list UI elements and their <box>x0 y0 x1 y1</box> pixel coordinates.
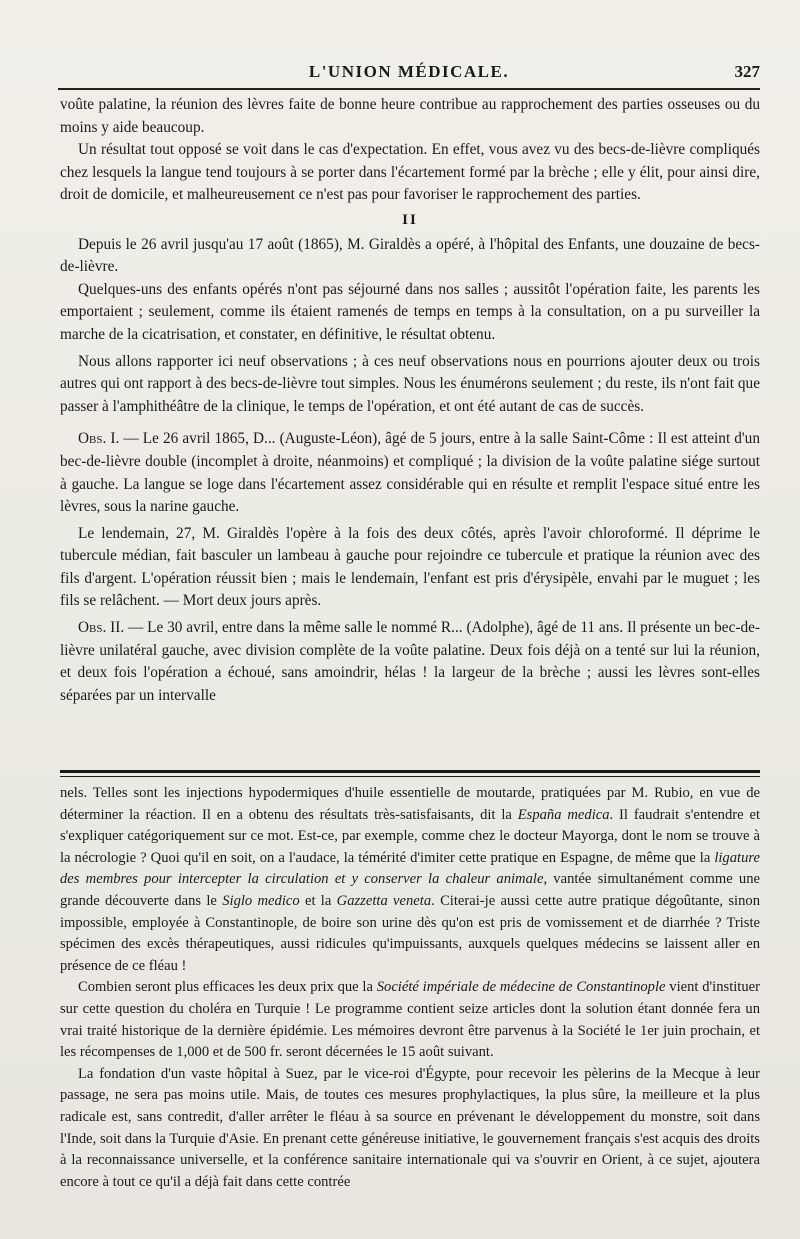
paragraph: voûte palatine, la réunion des lèvres faite de bonne heure contribue au rapprochement des parties osseuses ou du moins y aide beaucoup. <box>60 96 760 136</box>
observation-text: — Le 30 avril, entre dans la même salle le nommé R... (Adolphe), âgé de 11 ans. Il présente un bec-de-lièvre unilatéral gauche, avec division complète de la voûte palatine. Deux fois déjà on a tenté sur lui la réunion, et deux fois l'opération a échoué, sans amoindrir, hélas ! la largeur de la brèche ; aussi les lèvres sont-elles séparées par un intervalle <box>60 619 760 704</box>
paragraph: La fondation d'un vaste hôpital à Suez, par le vice-roi d'Égypte, pour recevoir les pèlerins de la Mecque à leur passage, ne sera pas moins utile. Mais, de toutes ces mesures prophylactiques, la plus sûre, la meilleure et la plus radicale est, sans contredit, d'aller arrêter le fléau à sa source en prévenant le développement du monstre, soit dans l'Inde, soit dans la Turquie d'Asie. En prenant cette généreuse initiative, le gouvernement français s'est acquis des droits à la reconnaissance universelle, et la conférence sanitaire internationale qui va s'ouvrir en Orient, à ce sujet, ajoutera encore à tout ce qu'il a déjà fait dans cette contrée <box>60 1065 760 1190</box>
paragraph: Quelques-uns des enfants opérés n'ont pas séjourné dans nos salles ; aussitôt l'opération faite, les parents les emportaient ; seulement, comme ils étaient ramenés de temps en temps à la consultation, on a pu surveiller la marche de la cicatrisation, et constater, en définitive, le résultat obtenu. <box>60 280 760 343</box>
section-divider-thin <box>60 776 760 777</box>
text-run: Combien seront plus efficaces les deux prix que la <box>78 979 377 996</box>
observation-text: — Le 26 avril 1865, D... (Auguste-Léon), âgé de 5 jours, entre à la salle Saint-Côme : Il est atteint d'un bec-de-lièvre double (incomplet à droite, néanmoins) et compliqué ; la division de la voûte palatine siége surtout à gauche. La langue se loge dans l'écartement assez considérable qui en résulte et remplit l'espace situé entre les lèvres, sous la narine gauche. <box>60 430 760 516</box>
paragraph: Le lendemain, 27, M. Giraldès l'opère à la fois des deux côtés, après l'avoir chloroformé. Il déprime le tubercule médian, fait basculer un lambeau à gauche pour rejoindre ce tubercule et pratique la réunion avec des fils d'argent. L'opération réussit bien ; mais le lendemain, l'enfant est pris d'érysipèle, envahi par le muguet ; les fils se relâchent. — Mort deux jours après. <box>60 524 760 610</box>
paragraph: Un résultat tout opposé se voit dans le cas d'expectation. En effet, vous avez vu des becs-de-lièvre compliqués chez lesquels la langue tend toujours à se porter dans l'écartement formé par la brèche ; elle y élit, pour ainsi dire, droit de domicile, et malheureusement ce n'est pas pour favoriser le rapprochement des parties. <box>60 141 760 204</box>
paragraph <box>60 783 760 977</box>
running-header <box>58 62 760 86</box>
observation-1 <box>60 428 760 518</box>
section-heading: II <box>402 211 418 228</box>
italic-phrase: ligature des membres pour intercepter la circulation et y conserver la chaleur animale <box>60 849 760 888</box>
header-rule <box>58 88 760 90</box>
text-run: et la <box>299 892 337 909</box>
paragraph: Nous allons rapporter ici neuf observations ; à ces neuf observations nous en pourrions ajouter deux ou trois autres qui ont rapport à des becs-de-lièvre tout simples. Nous les énumérons seulement ; du reste, ils n'ont fait que passer à l'amphithéâtre de la clinique, le temps de l'opération, et ont été autant de cas de succès. <box>60 352 760 415</box>
feuilleton-column <box>60 783 760 1193</box>
italic-title: Siglo medico <box>222 892 300 909</box>
section-divider <box>60 770 760 773</box>
paragraph <box>60 977 760 1063</box>
journal-title: L'UNION MÉDICALE. <box>308 62 510 81</box>
observation-2 <box>60 617 760 707</box>
observation-label: Obs. I. <box>78 430 120 448</box>
italic-title: Société impériale de médecine de Constantinople <box>376 979 666 996</box>
text-run: , vantée simultanément comme une grande découverte dans le <box>60 871 760 909</box>
text-run: nels. Telles sont les injections hypodermiques d'huile essentielle de moutarde, pratiquées par M. Rubio, en vue de déterminer la réaction. Il en a obtenu des résultats très-satisfaisants, dit la <box>60 785 760 823</box>
italic-title: Gazzetta veneta <box>336 892 432 909</box>
article-upper-column <box>60 94 760 707</box>
paragraph: Depuis le 26 avril jusqu'au 17 août (1865), M. Giraldès a opéré, à l'hôpital des Enfants, une douzaine de becs-de-lièvre. <box>60 235 760 276</box>
text-run: . Il faudrait s'entendre et s'expliquer catégoriquement sur ce mot. Est-ce, par exemple, comme chez le docteur Mayorga, dont le nom se trouve à la nécrologie ? Quoi qu'il en soit, on a l'audace, la témérité d'imiter cette pratique en Espagne, de même que la <box>60 806 760 866</box>
text-run: . Citerai-je aussi cette autre pratique dégoûtante, sinon impossible, employée à Constantinople, de boire son urine dès qu'on est pris de vomissement et de diarrhée ? Triste spécimen des excès thérapeutiques, aussi ridicules qu'impuissants, auxquels quelques médecins se laissent aller en présence de ce fléau ! <box>60 892 761 974</box>
text-run: vient d'instituer sur cette question du choléra en Turquie ! Le programme contient seize articles dont la solution étant donnée fera un vrai traité historique de la dernière épidémie. Les mémoires devront être parvenus à la Société le 1er juin prochain, et les récompenses de 1,000 et de 500 fr. seront décernées le 15 août suivant. <box>60 979 760 1061</box>
italic-title: España medica <box>517 806 610 823</box>
page-number: 327 <box>734 62 760 81</box>
observation-label: Obs. II. <box>78 619 125 637</box>
